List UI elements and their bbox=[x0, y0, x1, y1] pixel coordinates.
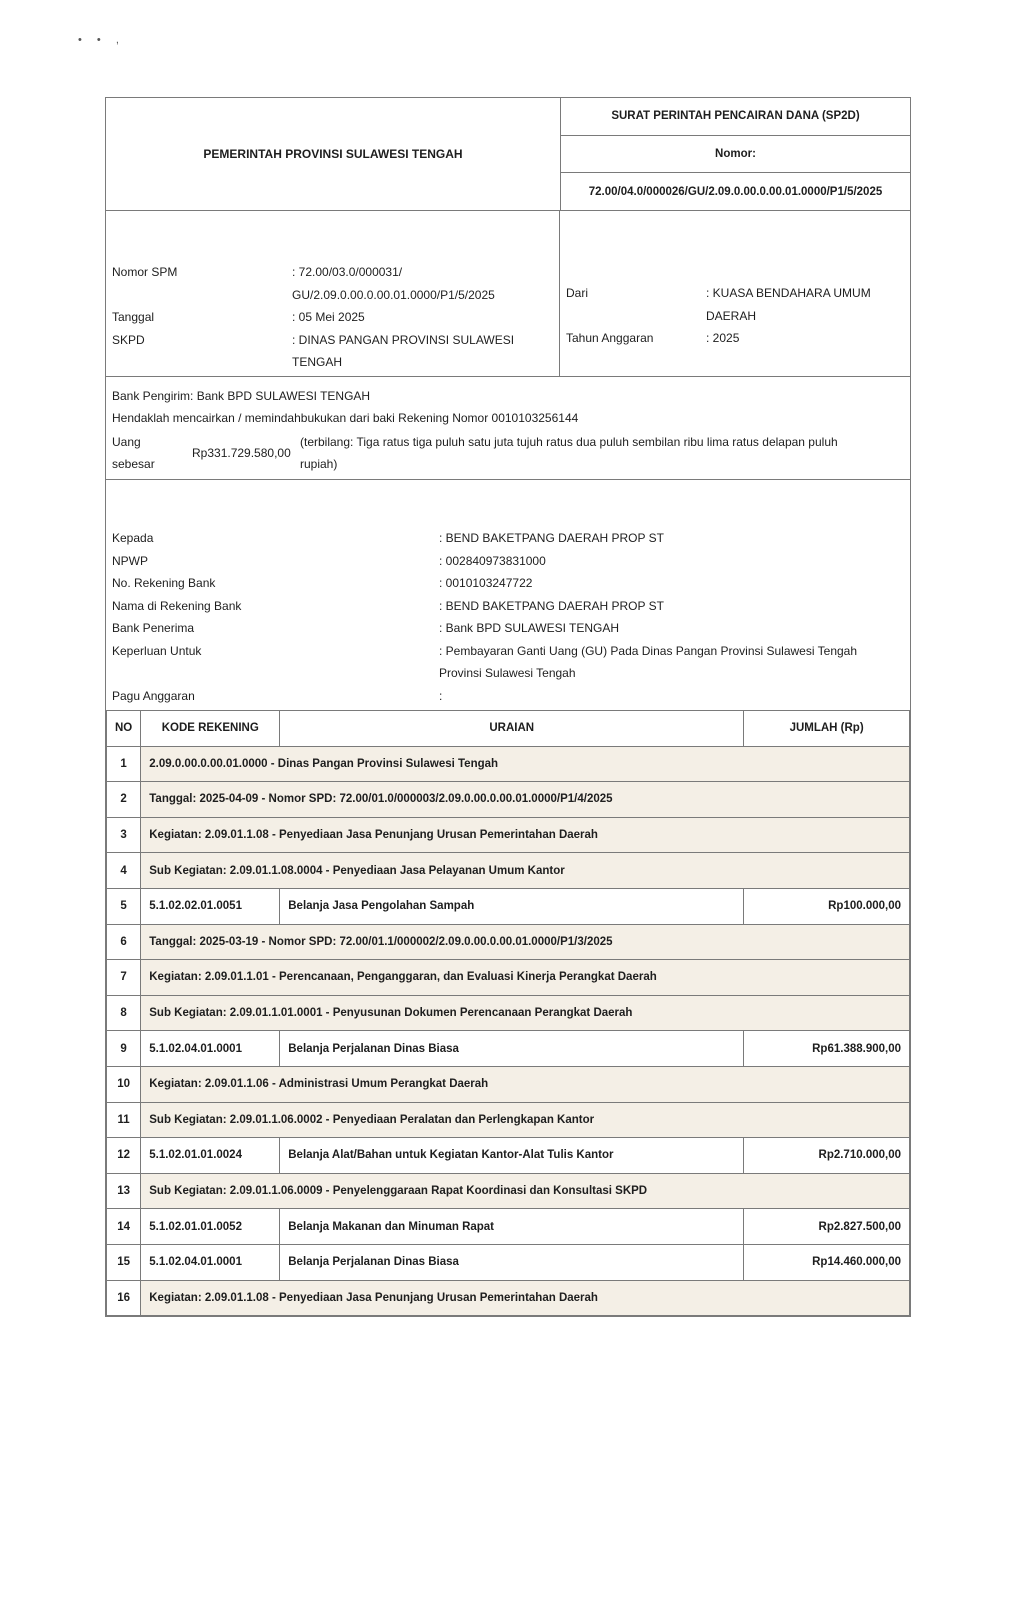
row-no: 13 bbox=[107, 1173, 141, 1209]
bank-penerima-value: : Bank BPD SULAWESI TENGAH bbox=[439, 621, 620, 635]
table-row bbox=[107, 1138, 910, 1174]
table-row bbox=[107, 995, 910, 1031]
skpd-label: SKPD bbox=[112, 332, 145, 347]
sebesar-label: sebesar bbox=[112, 457, 155, 471]
spm-info bbox=[106, 211, 910, 377]
row-kode: 5.1.02.02.01.0051 bbox=[141, 888, 280, 924]
col-jumlah-header: JUMLAH (Rp) bbox=[744, 711, 910, 747]
table-row bbox=[107, 960, 910, 996]
row-heading: Kegiatan: 2.09.01.1.06 - Administrasi Umum Perangkat Daerah bbox=[141, 1066, 910, 1102]
row-no: 8 bbox=[107, 995, 141, 1031]
nomor-label: Nomor: bbox=[561, 135, 910, 173]
tanggal-value: : 05 Mei 2025 bbox=[292, 310, 365, 324]
keperluan-label: Keperluan Untuk bbox=[112, 643, 202, 658]
keperluan-value-cont: Provinsi Sulawesi Tengah bbox=[439, 666, 576, 680]
table-row bbox=[107, 1031, 910, 1067]
row-uraian: Belanja Perjalanan Dinas Biasa bbox=[280, 1031, 744, 1067]
bank-pengirim: Bank Pengirim: Bank BPD SULAWESI TENGAH bbox=[112, 389, 371, 403]
nomor-spm-value-cont: GU/2.09.0.00.0.00.01.0000/P1/5/2025 bbox=[292, 287, 495, 302]
row-no: 1 bbox=[107, 746, 141, 782]
table-row bbox=[107, 853, 910, 889]
row-no: 4 bbox=[107, 853, 141, 889]
row-no: 9 bbox=[107, 1031, 141, 1067]
row-jumlah: Rp14.460.000,00 bbox=[744, 1244, 910, 1280]
kepada-value: : BEND BAKETPANG DAERAH PROP ST bbox=[439, 531, 664, 545]
rekening-label: No. Rekening Bank bbox=[112, 576, 216, 590]
row-jumlah: Rp2.827.500,00 bbox=[744, 1209, 910, 1245]
uang-sebesar bbox=[112, 431, 904, 475]
nomor-spm-label: Nomor SPM bbox=[112, 265, 178, 279]
row-no: 2 bbox=[107, 782, 141, 818]
col-kode-header: KODE REKENING bbox=[141, 711, 280, 747]
amount-value: Rp331.729.580,00 bbox=[192, 446, 291, 460]
terbilang-text: (terbilang: Tiga ratus tiga puluh satu juta tujuh ratus dua puluh sembilan ribu lima ratus delapan puluh bbox=[300, 435, 838, 449]
table-row bbox=[107, 924, 910, 960]
keperluan-value: : Pembayaran Ganti Uang (GU) Pada Dinas Pangan Provinsi Sulawesi Tengah bbox=[439, 643, 858, 658]
tahun-anggaran-label: Tahun Anggaran bbox=[566, 331, 654, 345]
row-heading: Sub Kegiatan: 2.09.01.1.01.0001 - Penyusunan Dokumen Perencanaan Perangkat Daerah bbox=[141, 995, 910, 1031]
table-body bbox=[107, 746, 910, 1316]
row-no: 6 bbox=[107, 924, 141, 960]
table-row bbox=[107, 746, 910, 782]
table-row bbox=[107, 1280, 910, 1316]
row-heading: Tanggal: 2025-03-19 - Nomor SPD: 72.00/01.1/000002/2.09.0.00.0.00.01.0000/P1/3/2025 bbox=[141, 924, 910, 960]
bank-penerima-label: Bank Penerima bbox=[112, 621, 195, 635]
row-heading: Kegiatan: 2.09.01.1.08 - Penyediaan Jasa Penunjang Urusan Pemerintahan Daerah bbox=[141, 817, 910, 853]
terbilang-text-cont: rupiah) bbox=[300, 457, 338, 471]
table-row bbox=[107, 1209, 910, 1245]
skpd-value-cont: TENGAH bbox=[292, 355, 343, 369]
row-kode: 5.1.02.04.01.0001 bbox=[141, 1244, 280, 1280]
nama-rekening-label: Nama di Rekening Bank bbox=[112, 598, 242, 613]
row-heading: Sub Kegiatan: 2.09.01.1.08.0004 - Penyediaan Jasa Pelayanan Umum Kantor bbox=[141, 853, 910, 889]
row-kode: 5.1.02.04.01.0001 bbox=[141, 1031, 280, 1067]
tahun-anggaran-value: : 2025 bbox=[706, 331, 740, 345]
dari-value-cont: DAERAH bbox=[706, 308, 757, 323]
row-no: 12 bbox=[107, 1138, 141, 1174]
table-row bbox=[107, 817, 910, 853]
row-jumlah: Rp100.000,00 bbox=[744, 888, 910, 924]
table-row bbox=[107, 1066, 910, 1102]
row-no: 3 bbox=[107, 817, 141, 853]
table-row bbox=[107, 782, 910, 818]
pagu-label: Pagu Anggaran bbox=[112, 688, 195, 703]
document-header bbox=[106, 98, 910, 211]
npwp-value: : 002840973831000 bbox=[439, 553, 546, 568]
table-row bbox=[107, 1173, 910, 1209]
table-row bbox=[107, 1244, 910, 1280]
bank-instruction: Hendaklah mencairkan / memindahbukukan dari baki Rekening Nomor 0010103256144 bbox=[112, 411, 579, 425]
row-no: 16 bbox=[107, 1280, 141, 1316]
row-uraian: Belanja Jasa Pengolahan Sampah bbox=[280, 888, 744, 924]
col-uraian-header: URAIAN bbox=[280, 711, 744, 747]
row-no: 14 bbox=[107, 1209, 141, 1245]
rekening-value: : 0010103247722 bbox=[439, 576, 533, 590]
col-no-header: NO bbox=[107, 711, 141, 747]
npwp-label: NPWP bbox=[112, 553, 148, 568]
row-uraian: Belanja Alat/Bahan untuk Kegiatan Kantor-Alat Tulis Kantor bbox=[280, 1138, 744, 1174]
row-jumlah: Rp2.710.000,00 bbox=[744, 1138, 910, 1174]
recipient-section bbox=[106, 480, 910, 710]
dari-label: Dari bbox=[566, 286, 589, 300]
org-name: PEMERINTAH PROVINSI SULAWESI TENGAH bbox=[106, 98, 561, 210]
row-uraian: Belanja Makanan dan Minuman Rapat bbox=[280, 1209, 744, 1245]
uang-label: Uang bbox=[112, 435, 141, 449]
table-header-row bbox=[107, 711, 910, 747]
row-jumlah: Rp61.388.900,00 bbox=[744, 1031, 910, 1067]
skpd-value: : DINAS PANGAN PROVINSI SULAWESI bbox=[292, 332, 515, 347]
row-no: 11 bbox=[107, 1102, 141, 1138]
tanggal-label: Tanggal bbox=[112, 310, 155, 324]
bank-section bbox=[106, 377, 910, 480]
row-heading: Kegiatan: 2.09.01.1.08 - Penyediaan Jasa Penunjang Urusan Pemerintahan Daerah bbox=[141, 1280, 910, 1316]
nama-rekening-value: : BEND BAKETPANG DAERAH PROP ST bbox=[439, 598, 664, 613]
document-title: SURAT PERINTAH PENCAIRAN DANA (SP2D) bbox=[611, 110, 860, 123]
spm-info-right bbox=[560, 211, 910, 376]
row-heading: Sub Kegiatan: 2.09.01.1.06.0009 - Penyelenggaraan Rapat Koordinasi dan Konsultasi SKPD bbox=[141, 1173, 910, 1209]
rekening-table bbox=[106, 710, 910, 1316]
row-no: 15 bbox=[107, 1244, 141, 1280]
row-no: 10 bbox=[107, 1066, 141, 1102]
scan-marks: • • , bbox=[78, 34, 125, 46]
row-no: 5 bbox=[107, 888, 141, 924]
row-uraian: Belanja Perjalanan Dinas Biasa bbox=[280, 1244, 744, 1280]
dari-value: : KUASA BENDAHARA UMUM bbox=[706, 286, 871, 300]
nomor-spm-value: : 72.00/03.0/000031/ bbox=[292, 265, 403, 279]
title-block bbox=[561, 98, 910, 210]
row-heading: Tanggal: 2025-04-09 - Nomor SPD: 72.00/01.0/000003/2.09.0.00.0.00.01.0000/P1/4/2025 bbox=[141, 782, 910, 818]
spm-info-left bbox=[106, 211, 560, 376]
table-row bbox=[107, 1102, 910, 1138]
row-heading: 2.09.0.00.0.00.01.0000 - Dinas Pangan Provinsi Sulawesi Tengah bbox=[141, 746, 910, 782]
kepada-label: Kepada bbox=[112, 531, 154, 545]
nomor-value: 72.00/04.0/000026/GU/2.09.0.00.0.00.01.0000/P1/5/2025 bbox=[561, 172, 910, 210]
pagu-value: : bbox=[439, 688, 443, 703]
table-row bbox=[107, 888, 910, 924]
sp2d-document bbox=[105, 97, 911, 1317]
row-no: 7 bbox=[107, 960, 141, 996]
row-heading: Kegiatan: 2.09.01.1.01 - Perencanaan, Penganggaran, dan Evaluasi Kinerja Perangkat Daerah bbox=[141, 960, 910, 996]
row-kode: 5.1.02.01.01.0052 bbox=[141, 1209, 280, 1245]
row-kode: 5.1.02.01.01.0024 bbox=[141, 1138, 280, 1174]
row-heading: Sub Kegiatan: 2.09.01.1.06.0002 - Penyediaan Peralatan dan Perlengkapan Kantor bbox=[141, 1102, 910, 1138]
